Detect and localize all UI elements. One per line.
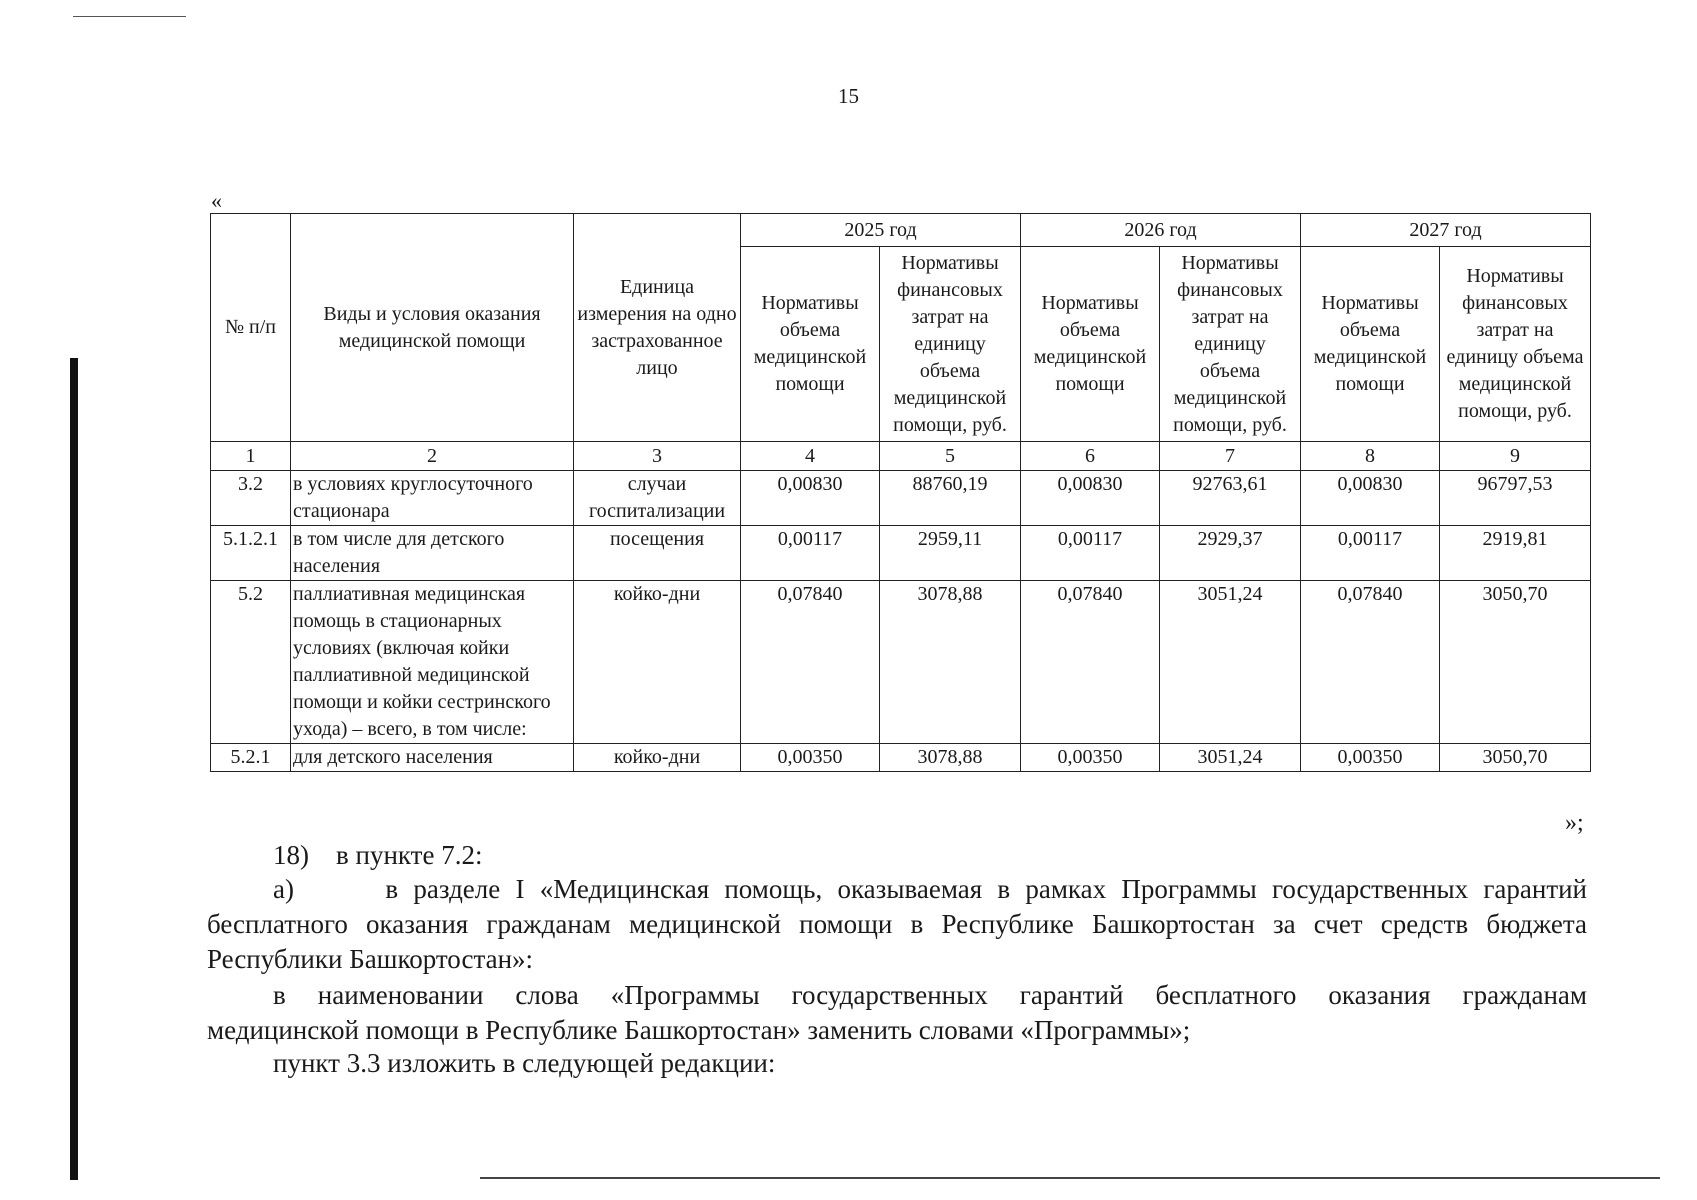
row-value: 0,07840 <box>1301 581 1440 744</box>
row-value: 3050,70 <box>1440 744 1591 772</box>
row-value: 0,00830 <box>741 471 880 526</box>
row-number: 5.1.2.1 <box>211 526 291 581</box>
row-number: 3.2 <box>211 471 291 526</box>
header-year-2027: 2027 год <box>1301 214 1591 247</box>
norms-table <box>210 213 1591 772</box>
table-row <box>211 581 1591 744</box>
col-number: 1 <box>211 442 291 471</box>
row-value: 0,07840 <box>741 581 880 744</box>
row-name: в том числе для детского населения <box>291 526 574 581</box>
paragraph-b <box>207 978 1587 1048</box>
row-value: 3051,24 <box>1160 744 1301 772</box>
col-number: 3 <box>574 442 741 471</box>
col-number: 4 <box>741 442 880 471</box>
col-number: 5 <box>880 442 1021 471</box>
paragraph-a-line-2: бесплатного оказания гражданам медицинской помощи в Республике Башкортостан за счет средств бюджета <box>207 909 1587 939</box>
header-volume-2027: Нормативы объема медицинской помощи <box>1301 247 1440 442</box>
table-row <box>211 744 1591 772</box>
row-name: паллиативная медицинская помощь в стационарных условиях (включая койки паллиативной медицинской помощи и койки сестринского ухода) – всего, в том числе: <box>291 581 574 744</box>
col-number: 6 <box>1021 442 1160 471</box>
row-unit: койко-дни <box>574 744 741 772</box>
row-value: 3051,24 <box>1160 581 1301 744</box>
row-value: 0,00350 <box>1301 744 1440 772</box>
row-unit: койко-дни <box>574 581 741 744</box>
row-value: 0,00830 <box>1301 471 1440 526</box>
header-unit: Единица измерения на одно застрахованное лицо <box>574 214 741 442</box>
row-value: 0,00350 <box>1021 744 1160 772</box>
quote-close: »; <box>1565 810 1584 836</box>
paragraph-a-label: а) <box>273 874 294 904</box>
row-value: 88760,19 <box>880 471 1021 526</box>
header-num: № п/п <box>211 214 291 442</box>
paragraph-18-text: в пункте 7.2: <box>336 840 483 870</box>
header-cost-2027: Нормативы финансовых затрат на единицу объема медицинской помощи, руб. <box>1440 247 1591 442</box>
row-value: 0,00117 <box>1021 526 1160 581</box>
header-volume-2025: Нормативы объема медицинской помощи <box>741 247 880 442</box>
row-value: 0,00117 <box>741 526 880 581</box>
row-value: 3078,88 <box>880 581 1021 744</box>
paragraph-18 <box>207 838 1653 873</box>
row-unit: случаи госпитализации <box>574 471 741 526</box>
col-number: 2 <box>291 442 574 471</box>
row-value: 92763,61 <box>1160 471 1301 526</box>
header-year-2026: 2026 год <box>1021 214 1301 247</box>
col-number: 8 <box>1301 442 1440 471</box>
scan-artifact-top-line <box>73 16 186 17</box>
col-number: 9 <box>1440 442 1591 471</box>
row-value: 3050,70 <box>1440 581 1591 744</box>
row-name: в условиях круглосуточного стационара <box>291 471 574 526</box>
paragraph-a-line-3: Республики Башкортостан»: <box>207 944 534 974</box>
paragraph-a <box>207 872 1587 977</box>
row-name: для детского населения <box>291 744 574 772</box>
row-value: 2919,81 <box>1440 526 1591 581</box>
table-row <box>211 471 1591 526</box>
row-value: 0,07840 <box>1021 581 1160 744</box>
paragraph-b-line-2: медицинской помощи в Республике Башкортостан» заменить словами «Программы»; <box>207 1015 1191 1045</box>
header-cost-2025: Нормативы финансовых затрат на единицу объема медицинской помощи, руб. <box>880 247 1021 442</box>
paragraph-a-text-1: в разделе I «Медицинская помощь, оказываемая в рамках Программы государственных гарантий <box>385 874 1588 904</box>
row-unit: посещения <box>574 526 741 581</box>
row-value: 0,00117 <box>1301 526 1440 581</box>
row-value: 2959,11 <box>880 526 1021 581</box>
row-value: 96797,53 <box>1440 471 1591 526</box>
row-value: 2929,37 <box>1160 526 1301 581</box>
row-value: 0,00350 <box>741 744 880 772</box>
quote-open: « <box>211 188 222 213</box>
scan-artifact-bottom-line <box>480 1177 1660 1179</box>
header-volume-2026: Нормативы объема медицинской помощи <box>1021 247 1160 442</box>
header-cost-2026: Нормативы финансовых затрат на единицу объема медицинской помощи, руб. <box>1160 247 1301 442</box>
paragraph-c: пункт 3.3 изложить в следующей редакции: <box>273 1048 776 1078</box>
paragraph-18-label: 18) <box>273 840 309 870</box>
row-number: 5.2.1 <box>211 744 291 772</box>
page-number: 15 <box>838 84 859 108</box>
header-kind: Виды и условия оказания медицинской помощи <box>291 214 574 442</box>
col-number: 7 <box>1160 442 1301 471</box>
row-value: 0,00830 <box>1021 471 1160 526</box>
scan-artifact-left-bar <box>70 358 78 1180</box>
table-row <box>211 526 1591 581</box>
paragraph-a-line-1 <box>207 872 1587 907</box>
paragraph-b-line-1: в наименовании слова «Программы государственных гарантий бесплатного оказания гражданам <box>273 980 1587 1010</box>
header-year-2025: 2025 год <box>741 214 1021 247</box>
row-value: 3078,88 <box>880 744 1021 772</box>
row-number: 5.2 <box>211 581 291 744</box>
